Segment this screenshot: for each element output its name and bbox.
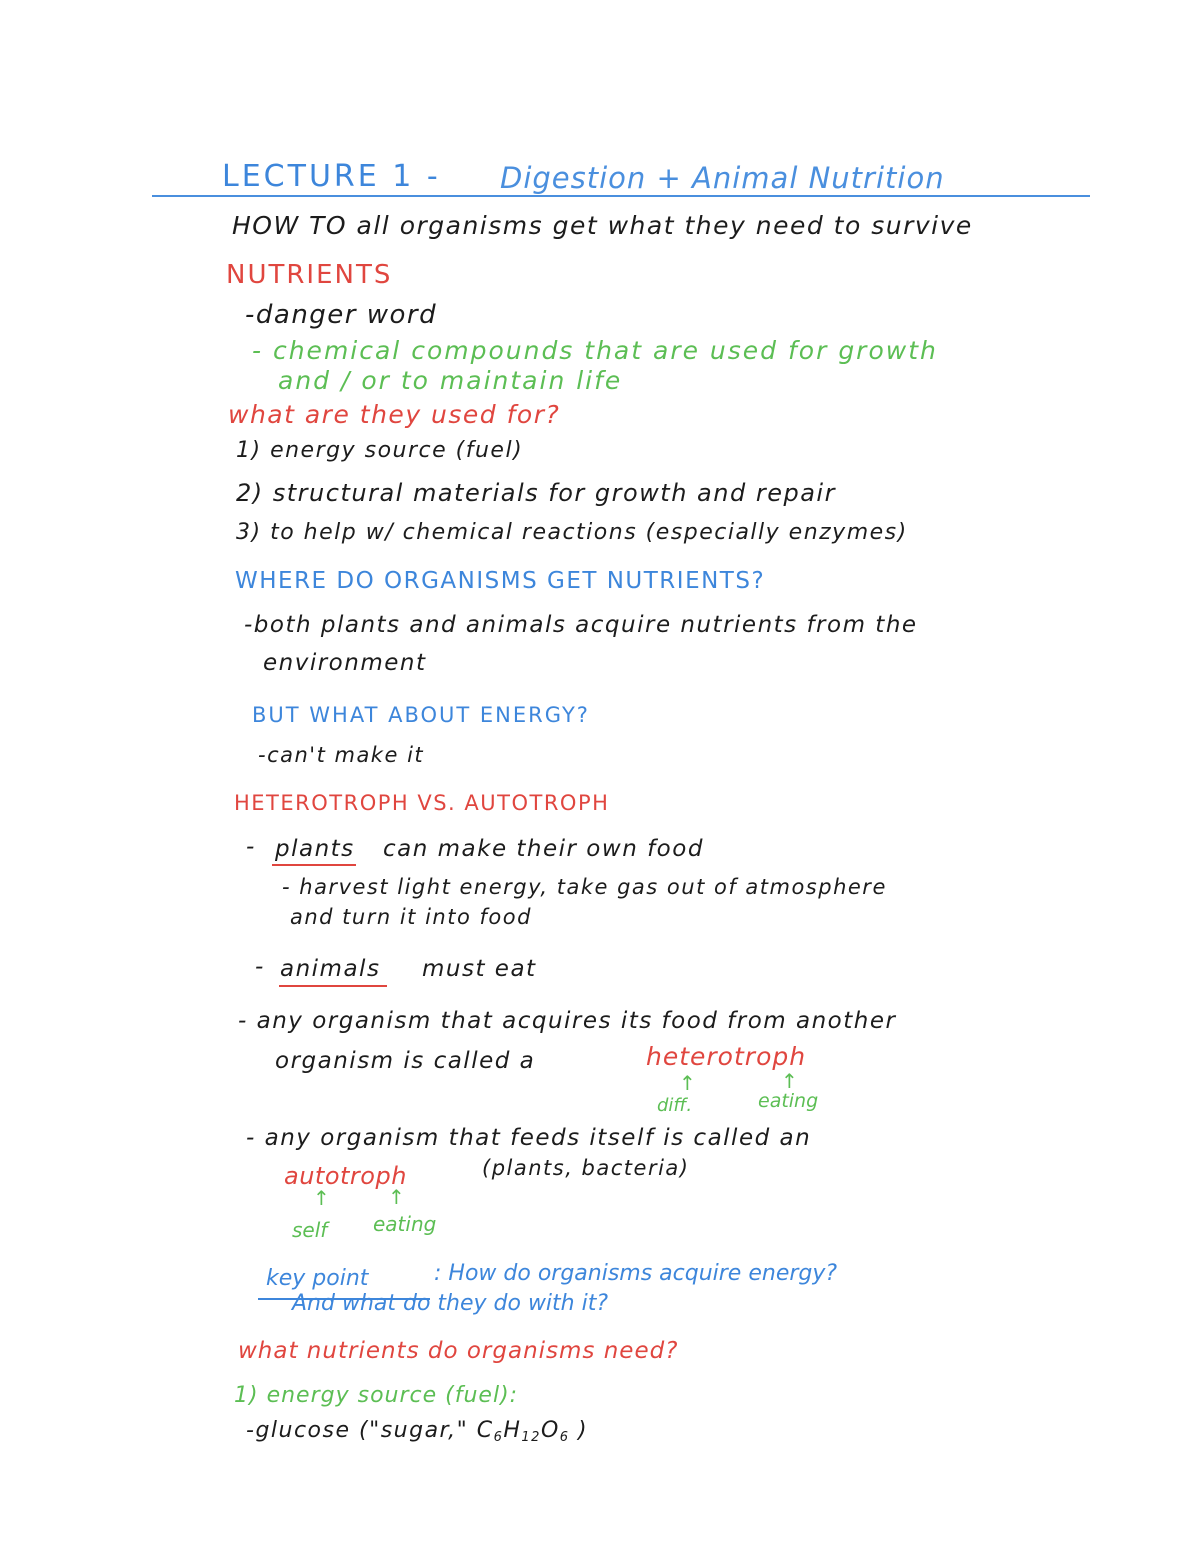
uses-heading: what are they used for? xyxy=(228,400,561,429)
autotroph-word: autotroph xyxy=(284,1162,407,1190)
oxygen-subscript: 6 xyxy=(559,1430,570,1445)
hetero-line-1: - any organism that acquires its food from another xyxy=(238,1008,897,1034)
harvest-line-2: and turn it into food xyxy=(290,905,532,929)
lecture-topic: Digestion + Animal Nutrition xyxy=(500,161,945,195)
glucose-close: ) xyxy=(578,1418,589,1443)
hetero-note-diff: diff. xyxy=(657,1095,693,1116)
keypoint-label: key point xyxy=(266,1266,369,1291)
plants-word: plants xyxy=(275,836,355,862)
hetero-note-eating: eating xyxy=(758,1090,819,1112)
glucose-text: -glucose ("sugar," C xyxy=(246,1418,494,1443)
intro-question: HOW TO all organisms get what they need to survive xyxy=(232,211,973,240)
animals-rest: must eat xyxy=(422,956,537,982)
header-rule xyxy=(152,195,1090,197)
glucose-line xyxy=(246,1420,588,1444)
use-item-2: 2) structural materials for growth and repair xyxy=(236,479,836,507)
auto-examples: (plants, bacteria) xyxy=(482,1156,690,1180)
where-line-2: environment xyxy=(263,650,427,676)
up-arrow-icon: ↑ xyxy=(781,1069,798,1093)
carbon-subscript: 6 xyxy=(493,1430,504,1445)
hetero-line-2: organism is called a xyxy=(275,1048,536,1074)
up-arrow-icon: ↑ xyxy=(679,1071,696,1095)
up-arrow-icon: ↑ xyxy=(313,1186,330,1210)
need-item-1: 1) energy source (fuel): xyxy=(234,1383,519,1408)
plants-dash: - xyxy=(246,834,256,860)
animals-underline xyxy=(279,985,387,987)
up-arrow-icon: ↑ xyxy=(388,1185,405,1209)
nutrients-definition-2: and / or to maintain life xyxy=(278,366,623,395)
auto-note-eating: eating xyxy=(373,1212,437,1236)
where-line-1: -both plants and animals acquire nutrients from the xyxy=(244,612,918,638)
harvest-line-1: - harvest light energy, take gas out of atmosphere xyxy=(282,875,887,899)
plants-underline xyxy=(272,864,356,866)
nutrients-definition-1: - chemical compounds that are used for growth xyxy=(252,336,938,365)
auto-line-1: - any organism that feeds itself is called an xyxy=(246,1125,812,1151)
use-item-3: 3) to help w/ chemical reactions (especially enzymes) xyxy=(236,520,908,545)
need-heading: what nutrients do organisms need? xyxy=(238,1338,679,1364)
keypoint-line-2: And what do they do with it? xyxy=(292,1291,609,1316)
troph-heading: HETEROTROPH VS. AUTOTROPH xyxy=(234,791,610,815)
plants-rest: can make their own food xyxy=(383,836,704,862)
auto-note-self: self xyxy=(292,1218,328,1242)
energy-heading: BUT WHAT ABOUT ENERGY? xyxy=(252,703,590,727)
hydrogen-symbol: H xyxy=(503,1418,522,1443)
danger-word: -danger word xyxy=(245,300,438,330)
keypoint-line-1: : How do organisms acquire energy? xyxy=(434,1261,838,1286)
energy-line: -can't make it xyxy=(258,743,425,767)
animals-dash: - xyxy=(255,954,265,980)
lecture-title: LECTURE 1 - xyxy=(222,159,441,194)
nutrients-heading: NUTRIENTS xyxy=(226,260,393,290)
animals-word: animals xyxy=(280,956,381,982)
heterotroph-word: heterotroph xyxy=(646,1042,807,1071)
use-item-1: 1) energy source (fuel) xyxy=(236,438,524,463)
where-heading: WHERE DO ORGANISMS GET NUTRIENTS? xyxy=(235,568,766,594)
oxygen-symbol: O xyxy=(540,1418,560,1443)
hydrogen-subscript: 12 xyxy=(521,1430,541,1445)
